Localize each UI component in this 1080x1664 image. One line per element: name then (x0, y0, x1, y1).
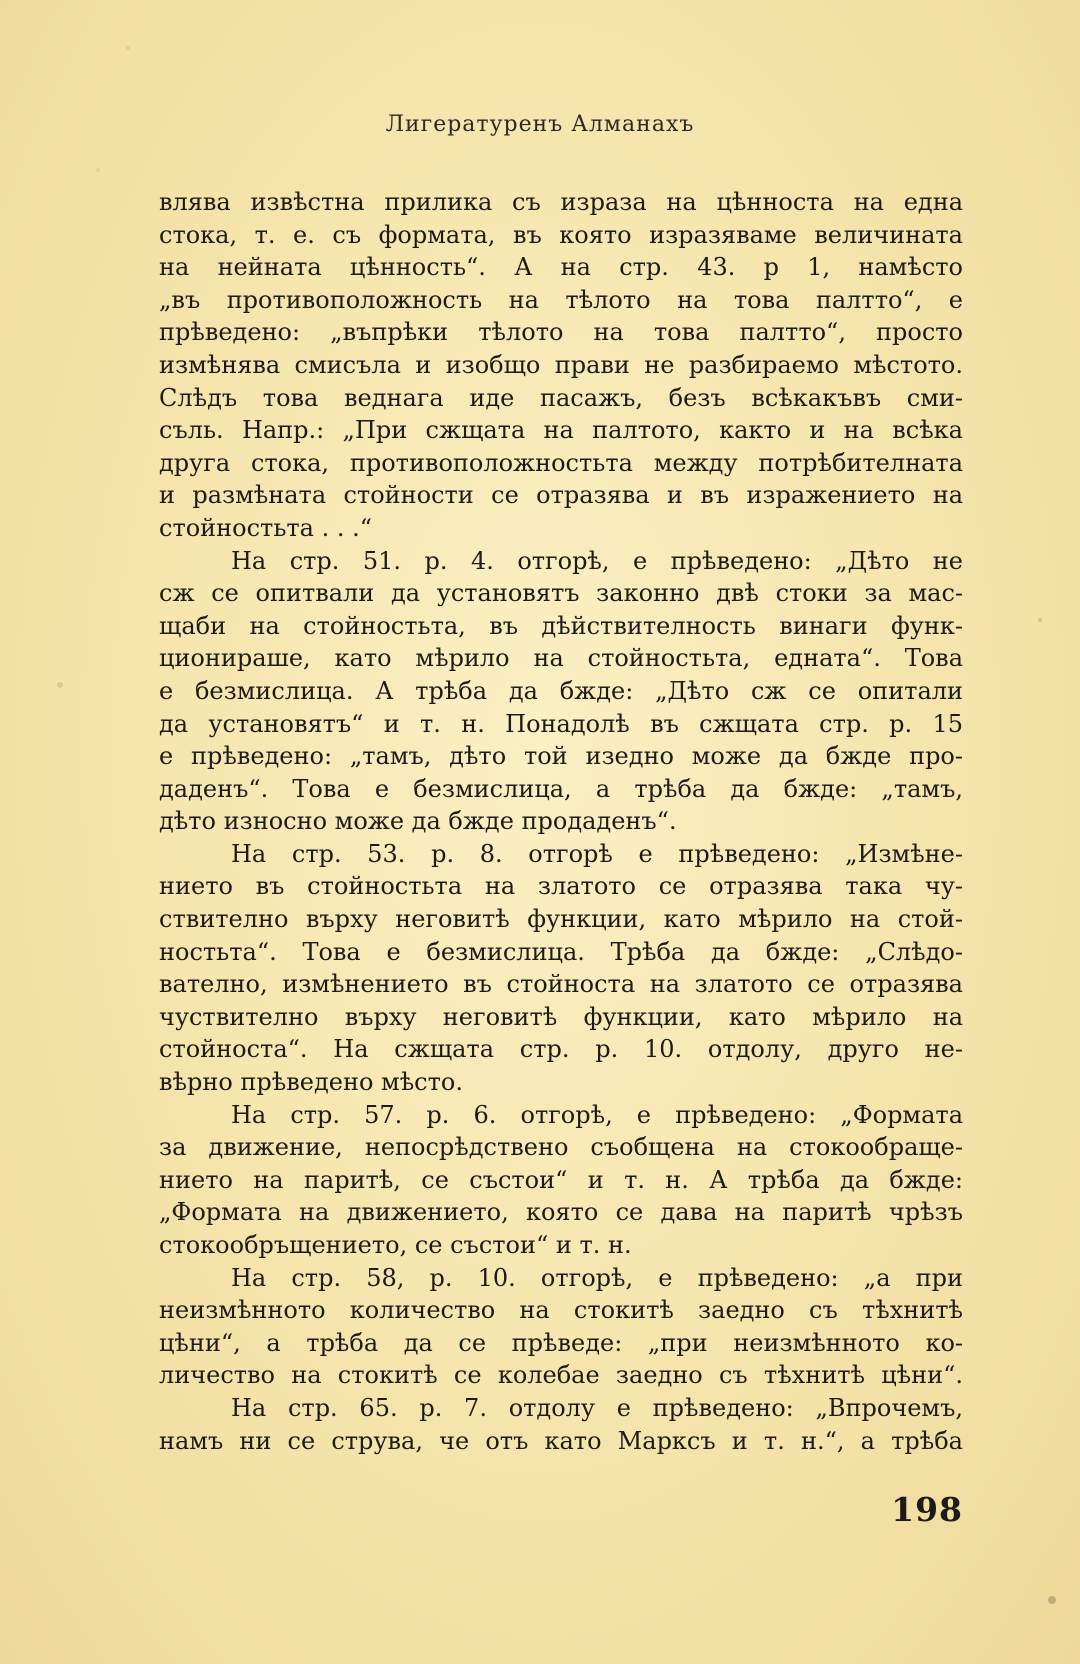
text-line: На стр. 65. р. 7. отдолу е прѣведено: „Впрочемъ, (231, 1393, 963, 1422)
text-line: вателно, измѣнението въ стойноста на златото се отразява (159, 970, 963, 999)
text-line: намъ ни се струва, че отъ като Марксъ и т. н.“, а трѣба (159, 1426, 963, 1455)
text-line: На стр. 57. р. 6. отгорѣ, е прѣведено: „Формата (231, 1100, 963, 1129)
text-line: сж се опитвали да установятъ законно двѣ стоки за мас- (159, 579, 963, 608)
text-line: е безмислица. А трѣба да бжде: „Дѣто сж се опитали (159, 676, 963, 705)
text-line: цѣни“, а трѣба да се прѣведе: „при неизмѣнното ко- (159, 1328, 963, 1357)
text-line: на нейната цѣнность“. А на стр. 43. р 1, намѣсто (159, 253, 963, 282)
text-line: и размѣната стойности се отразява и въ изражението на (159, 481, 963, 510)
text-line: ностьта“. Това е безмислица. Трѣба да бжде: „Слѣдо- (159, 937, 963, 966)
text-line: личество на стокитѣ се колебае заедно съ тѣхнитѣ цѣни“. (159, 1361, 963, 1390)
text-line: стойноста“. На сжщата стр. р. 10. отдолу, друго не- (159, 1035, 963, 1064)
text-line: съль. Напр.: „При сжщата на палтото, както и на всѣка (159, 416, 963, 445)
text-line: На стр. 58, р. 10. отгорѣ, е прѣведено: „а при (231, 1263, 963, 1292)
text-line: даденъ“. Това е безмислица, а трѣба да бжде: „тамъ, (159, 774, 963, 803)
running-header: Лигературенъ Алманахъ (385, 112, 695, 137)
text-line: да установятъ“ и т. н. Понадолѣ въ сжщата стр. р. 15 (159, 709, 963, 738)
text-line: ционираше, като мѣрило на стойностьта, едната“. Това (159, 644, 963, 673)
text-line: „въ противоположность на тѣлото на това палтто“, е (159, 285, 963, 314)
text-line: неизмѣнното количество на стокитѣ заедно съ тѣхнитѣ (159, 1296, 963, 1325)
text-line: влява извѣстна прилика съ израза на цѣнноста на една (159, 188, 963, 216)
text-line: стойностьта . . .“ (159, 513, 373, 542)
text-line: чуствително върху неговитѣ функции, като мѣрило на (159, 1002, 963, 1031)
text-line: стокообръщението, се състои“ и т. н. (159, 1231, 632, 1259)
text-line: вѣрно прѣведено мѣсто. (159, 1068, 463, 1097)
page-number: 198 (891, 1490, 963, 1529)
text-line: На стр. 53. р. 8. отгорѣ е прѣведено: „Измѣне- (231, 839, 963, 868)
text-line: ствително върху неговитѣ функции, като мѣрило на стой- (159, 905, 963, 934)
text-line: щаби на стойностьта, въ дѣйствителность винаги функ- (159, 611, 963, 640)
text-line: е прѣведено: „тамъ, дѣто той изедно може да бжде про- (159, 742, 963, 771)
text-line: нието въ стойностьта на златото се отразява така чу- (159, 872, 963, 901)
text-line: друга стока, противоположностьта между потрѣбителната (159, 448, 963, 477)
text-line: Слѣдъ това веднага иде пасажъ, безъ всѣкакъвъ сми- (159, 383, 963, 412)
text-line: за движение, непосрѣдствено съобщена на стокообраще- (159, 1133, 963, 1162)
text-line: измѣнява смисъла и изобщо прави не разбираемо мѣстото. (159, 350, 963, 379)
text-line: дѣто износно може да бжде продаденъ“. (159, 807, 677, 836)
text-line: „Формата на движението, която се дава на паритѣ чрѣзъ (159, 1198, 963, 1227)
body-text (159, 186, 963, 1457)
text-line: стока, т. е. съ формата, въ която изразяваме величината (159, 220, 963, 249)
text-line: нието на паритѣ, се състои“ и т. н. А трѣба да бжде: (159, 1165, 963, 1194)
text-line: На стр. 51. р. 4. отгорѣ, е прѣведено: „Дѣто не (231, 546, 963, 575)
text-line: прѣведено: „въпрѣки тѣлото на това палтто“, просто (159, 318, 963, 347)
